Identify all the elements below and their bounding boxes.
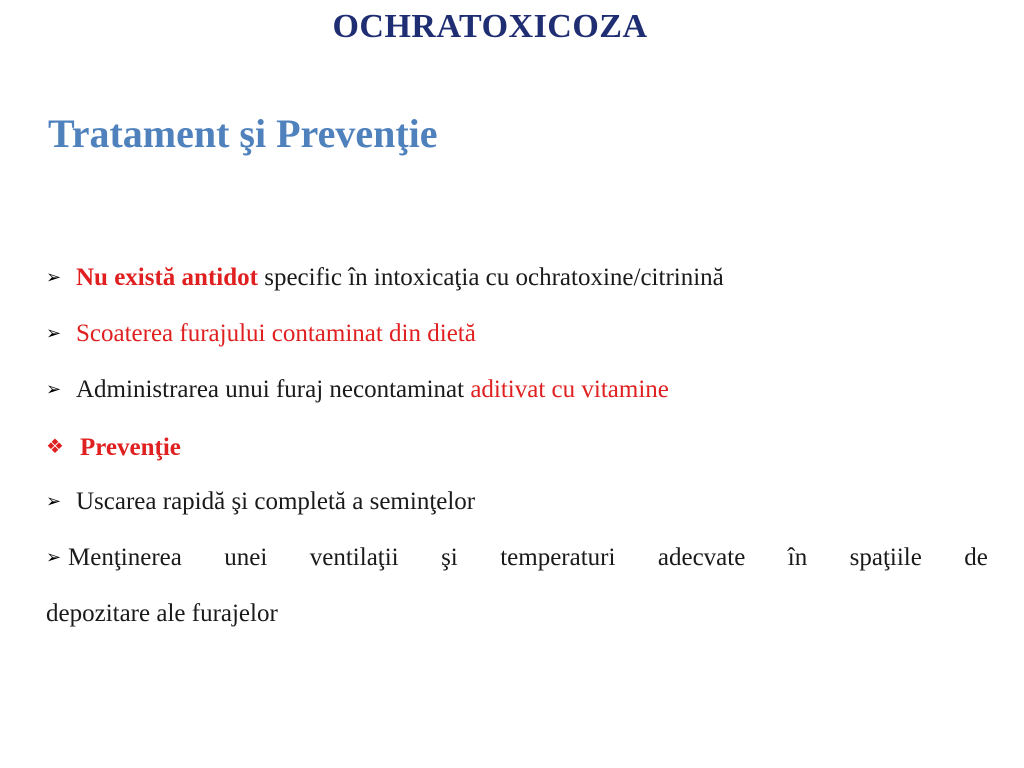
arrow-bullet-icon: ➢ — [46, 491, 62, 512]
ventilation-word: temperaturi — [500, 544, 616, 571]
slide-title: OCHRATOXICOZA — [332, 8, 648, 45]
prevention-heading: Prevenţie — [80, 434, 181, 461]
vitamins-highlight: aditivat cu vitamine — [470, 376, 669, 403]
ventilation-word: şi — [441, 544, 458, 571]
remove-feed-text: Scoaterea furajului contaminat din dietă — [76, 320, 476, 347]
administer-feed-text: Administrarea unui furaj necontaminat — [76, 376, 471, 403]
list-item-administer-feed — [46, 366, 988, 422]
ventilation-word: ventilaţii — [309, 544, 399, 571]
ventilation-continuation: depozitare ale furajelor — [46, 600, 278, 627]
ventilation-word: Menţinerea — [68, 544, 182, 571]
list-item-ventilation — [46, 534, 988, 590]
list-item-prevention-heading — [46, 422, 988, 478]
ventilation-word: în — [787, 544, 808, 571]
arrow-bullet-icon: ➢ — [46, 547, 62, 568]
ventilation-first-word — [46, 534, 182, 590]
antidote-text: specific în intoxicaţia cu ochratoxine/citrinină — [257, 264, 724, 291]
bullet-list — [46, 254, 988, 646]
section-title: Tratament şi Prevenţie — [48, 111, 438, 156]
arrow-bullet-icon: ➢ — [46, 323, 62, 344]
ventilation-word: adecvate — [657, 544, 746, 571]
ventilation-word: spaţiile — [849, 544, 922, 571]
drying-seeds-text: Uscarea rapidă şi completă a seminţelor — [76, 488, 476, 515]
ventilation-word: unei — [224, 544, 268, 571]
list-item-drying-seeds — [46, 478, 988, 534]
diamond-bullet-icon: ❖ — [46, 434, 64, 458]
arrow-bullet-icon: ➢ — [46, 379, 62, 400]
list-item-no-antidote — [46, 254, 988, 310]
antidote-highlight: Nu există antidot — [76, 264, 258, 291]
arrow-bullet-icon: ➢ — [46, 267, 62, 288]
ventilation-word: de — [964, 544, 988, 571]
list-item-remove-feed — [46, 310, 988, 366]
